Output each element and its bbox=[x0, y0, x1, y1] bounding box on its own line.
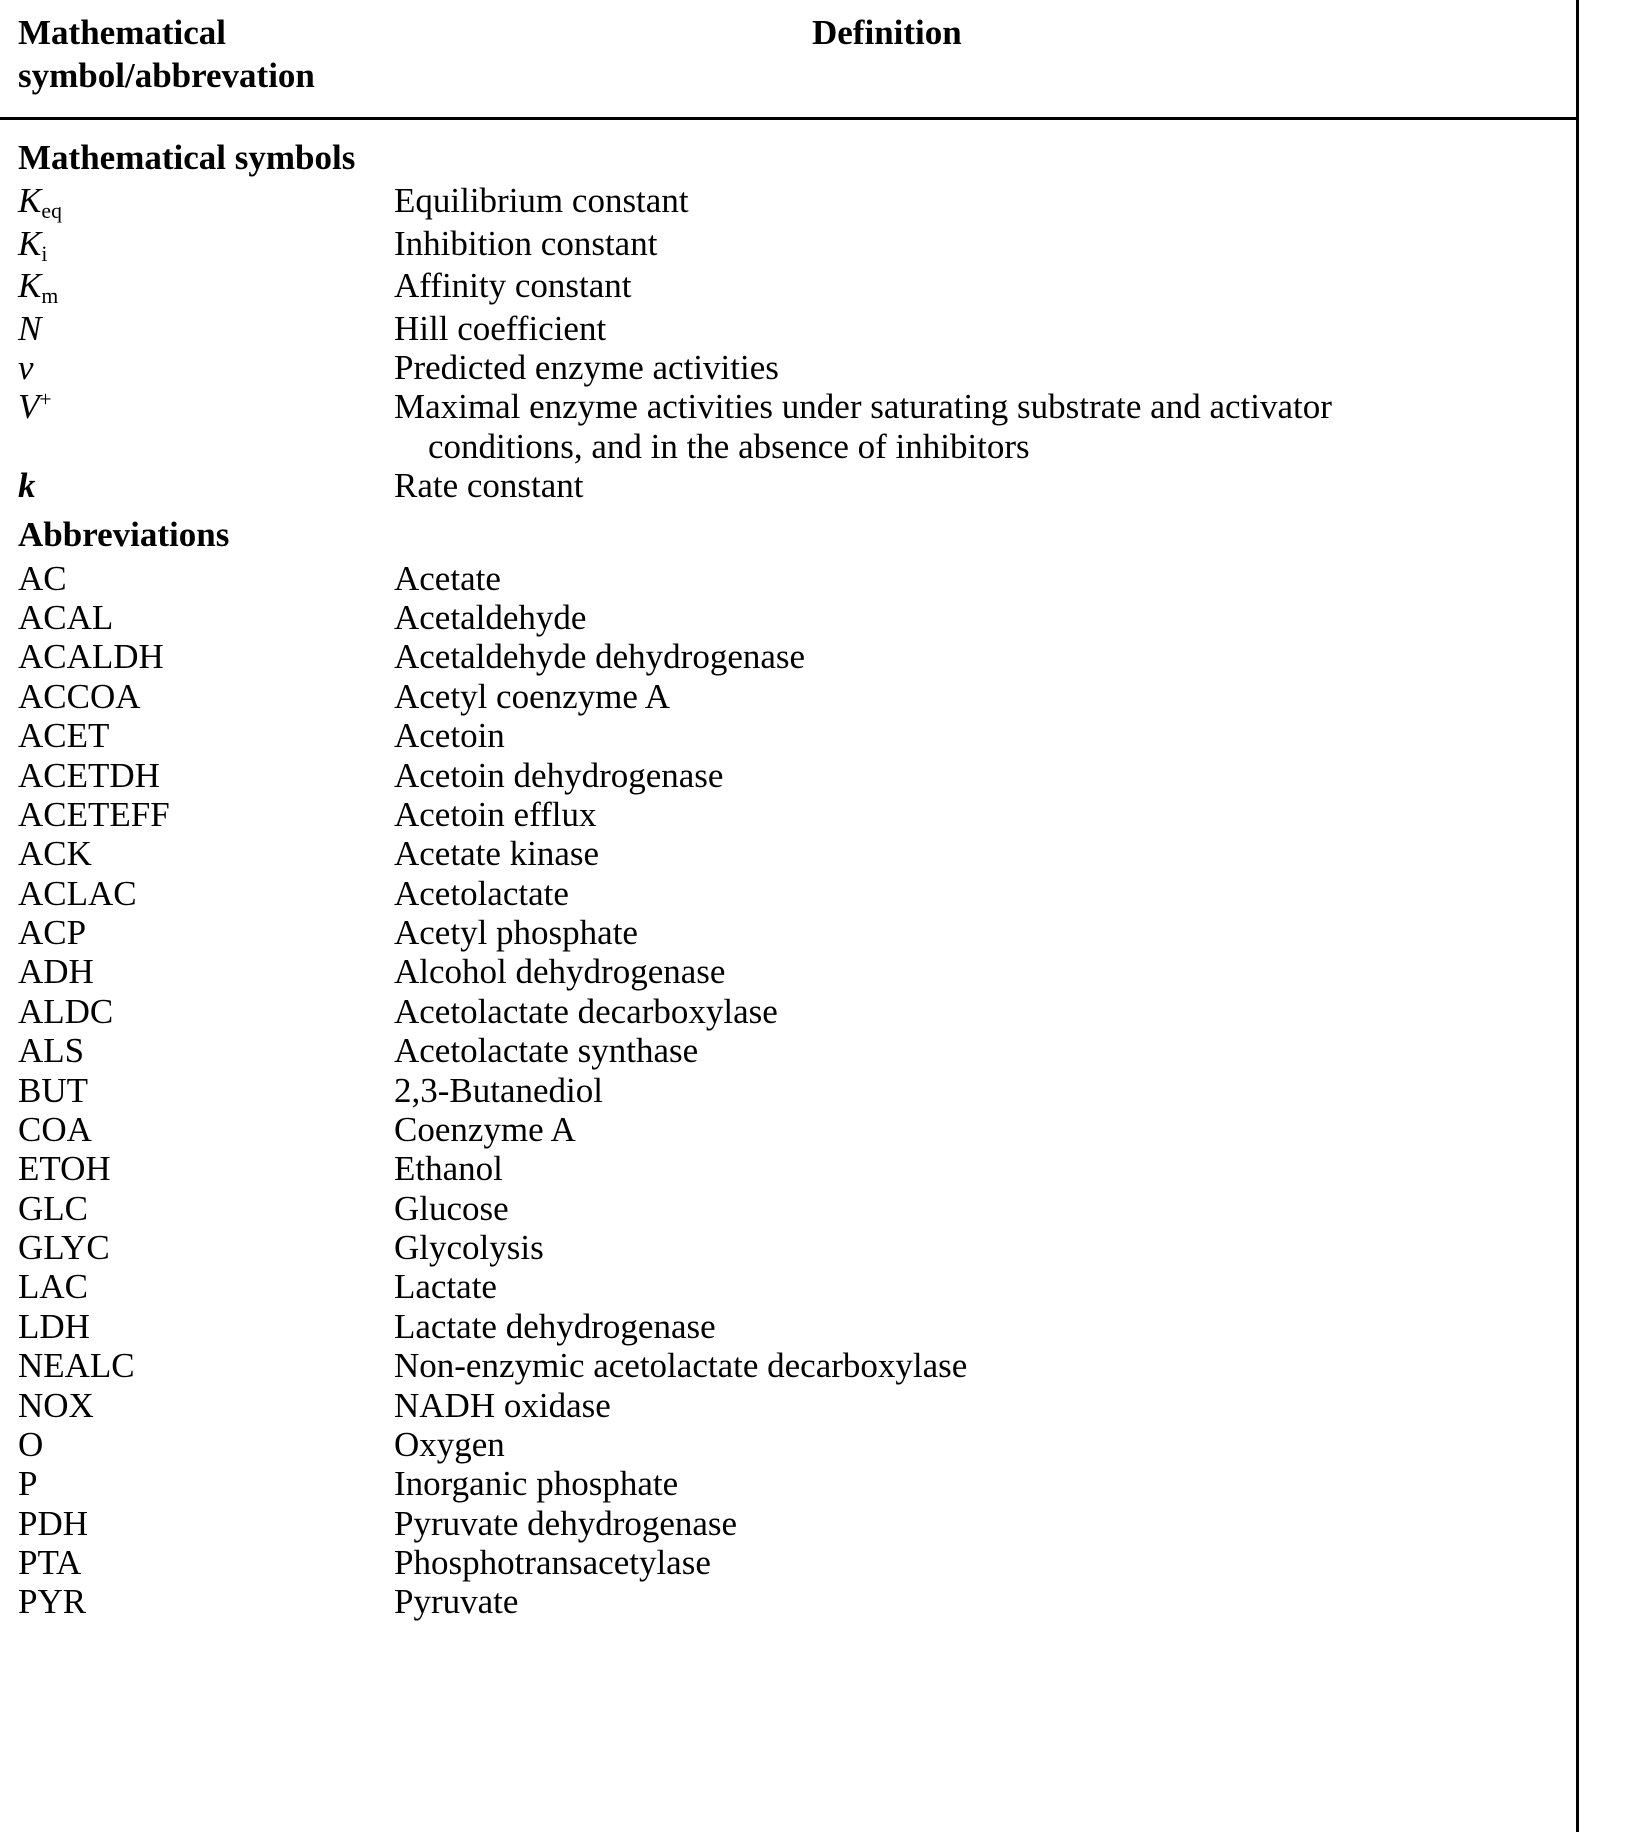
symbol-cell bbox=[0, 224, 394, 266]
symbol-subscript: i bbox=[41, 241, 48, 266]
table-row bbox=[0, 1582, 1639, 1621]
symbol-cell: PTA bbox=[18, 1543, 82, 1583]
definition-text: Rate constant bbox=[394, 466, 584, 506]
table-row bbox=[0, 913, 1639, 952]
symbol-base: K bbox=[18, 181, 42, 221]
definition-cell bbox=[394, 677, 1534, 716]
definition-text: Pyruvate bbox=[394, 1582, 519, 1622]
table-row bbox=[0, 1504, 1639, 1543]
table-body bbox=[0, 120, 1639, 1622]
definition-cell bbox=[394, 1149, 1534, 1188]
definition-text: Coenzyme A bbox=[394, 1109, 576, 1149]
table-row bbox=[0, 309, 1639, 348]
symbol-base: V bbox=[18, 387, 40, 427]
table-row bbox=[0, 637, 1639, 676]
definition-cell bbox=[394, 1504, 1534, 1543]
symbol-cell: ACCOA bbox=[18, 676, 141, 716]
table-row bbox=[0, 874, 1639, 913]
definition-text: Acetoin bbox=[394, 716, 505, 756]
definition-cell bbox=[394, 1543, 1534, 1582]
symbol-cell: NEALC bbox=[18, 1346, 135, 1386]
definition-cell bbox=[394, 1267, 1534, 1306]
definition-cell bbox=[394, 1110, 1534, 1149]
table-row bbox=[0, 1267, 1639, 1306]
definition-text: 2,3-Butanediol bbox=[394, 1070, 603, 1110]
definition-cell bbox=[394, 1189, 1534, 1228]
definition-text: Ethanol bbox=[394, 1149, 503, 1189]
table-row bbox=[0, 677, 1639, 716]
symbol-cell: ACK bbox=[18, 834, 92, 874]
symbol-cell: P bbox=[18, 1464, 38, 1504]
table-row bbox=[0, 466, 1639, 505]
symbol-cell: ACETEFF bbox=[18, 794, 170, 834]
definition-cell bbox=[394, 992, 1534, 1031]
symbol-cell: ACET bbox=[18, 716, 110, 756]
definition-continuation: conditions, and in the absence of inhibitors bbox=[428, 426, 1030, 466]
group-heading: Mathematical symbols bbox=[18, 138, 356, 177]
definition-cell bbox=[394, 1386, 1534, 1425]
definition-cell bbox=[394, 913, 1534, 952]
definition-text: Maximal enzyme activities under saturating substrate and activator bbox=[394, 387, 1332, 427]
symbol-cell: PYR bbox=[18, 1582, 87, 1622]
symbol-cell: ADH bbox=[18, 952, 94, 992]
symbol-cell bbox=[0, 266, 394, 308]
definition-cell bbox=[394, 387, 1534, 466]
definition-text: Phosphotransacetylase bbox=[394, 1543, 711, 1583]
symbol-cell: ALDC bbox=[18, 991, 114, 1031]
definition-cell bbox=[394, 1031, 1534, 1070]
definition-text: Acetyl coenzyme A bbox=[394, 676, 671, 716]
definition-text: Glucose bbox=[394, 1188, 509, 1228]
definition-cell bbox=[394, 1228, 1534, 1267]
definition-cell bbox=[394, 834, 1534, 873]
definition-cell bbox=[394, 1346, 1534, 1385]
symbol-base: K bbox=[18, 266, 42, 306]
symbol-cell: BUT bbox=[18, 1070, 88, 1110]
symbol-cell: ACP bbox=[18, 913, 87, 953]
column-header-symbol-line1: Mathematical bbox=[18, 13, 226, 52]
definition-cell bbox=[394, 874, 1534, 913]
symbol-base: K bbox=[18, 223, 42, 263]
symbol-cell bbox=[0, 387, 394, 426]
table-row bbox=[0, 1149, 1639, 1188]
definition-cell bbox=[394, 559, 1534, 598]
definition-text: Acetyl phosphate bbox=[394, 913, 638, 953]
definition-cell bbox=[394, 466, 1534, 505]
table-row bbox=[0, 1386, 1639, 1425]
definition-text: Acetaldehyde bbox=[394, 598, 587, 638]
symbol-cell: LDH bbox=[18, 1306, 90, 1346]
symbol-cell: GLC bbox=[18, 1188, 88, 1228]
definition-cell bbox=[394, 1307, 1534, 1346]
table-row bbox=[0, 716, 1639, 755]
symbol-cell: ACLAC bbox=[18, 873, 137, 913]
symbol-cell: ACETDH bbox=[18, 755, 160, 795]
table-row bbox=[0, 224, 1639, 266]
symbol-cell bbox=[0, 181, 394, 223]
definition-text: Acetate bbox=[394, 558, 501, 598]
table-row bbox=[0, 834, 1639, 873]
table-row bbox=[0, 387, 1639, 466]
table-row bbox=[0, 1071, 1639, 1110]
table-header bbox=[0, 0, 1639, 120]
table-row bbox=[0, 1346, 1639, 1385]
definition-text: Inorganic phosphate bbox=[394, 1464, 679, 1504]
table-row bbox=[0, 181, 1639, 223]
table-row bbox=[0, 1307, 1639, 1346]
symbol-cell: ALS bbox=[18, 1031, 85, 1071]
table-row bbox=[0, 952, 1639, 991]
symbol-cell: LAC bbox=[18, 1267, 88, 1307]
definition-text: Oxygen bbox=[394, 1424, 505, 1464]
definition-cell bbox=[394, 756, 1534, 795]
definition-cell bbox=[394, 795, 1534, 834]
symbol-cell: ACALDH bbox=[18, 637, 164, 677]
symbol-cell: GLYC bbox=[18, 1228, 110, 1268]
symbol-cell: NOX bbox=[18, 1385, 94, 1425]
definition-text: Acetolactate bbox=[394, 873, 569, 913]
definition-text: Acetoin efflux bbox=[394, 794, 597, 834]
table-row bbox=[0, 1031, 1639, 1070]
column-header-definition: Definition bbox=[812, 13, 962, 52]
symbol-base: k bbox=[18, 466, 36, 506]
definition-text: Non-enzymic acetolactate decarboxylase bbox=[394, 1346, 968, 1386]
definition-text: Lactate dehydrogenase bbox=[394, 1306, 716, 1346]
table-row bbox=[0, 992, 1639, 1031]
symbol-cell: ACAL bbox=[18, 598, 114, 638]
column-header-symbol bbox=[18, 12, 388, 97]
definition-cell bbox=[394, 181, 1534, 220]
table-row bbox=[0, 1110, 1639, 1149]
table-row bbox=[0, 756, 1639, 795]
group-heading: Abbreviations bbox=[18, 515, 230, 555]
definition-text: Lactate bbox=[394, 1267, 497, 1307]
table-row bbox=[0, 598, 1639, 637]
definition-cell bbox=[394, 224, 1534, 263]
definition-cell bbox=[394, 1425, 1534, 1464]
table-row bbox=[0, 795, 1639, 834]
table-row bbox=[0, 1464, 1639, 1503]
symbol-subscript: m bbox=[41, 284, 59, 309]
table-row bbox=[0, 1228, 1639, 1267]
definition-cell bbox=[394, 309, 1534, 348]
table-row bbox=[0, 348, 1639, 387]
definition-cell bbox=[394, 348, 1534, 387]
definition-cell bbox=[394, 266, 1534, 305]
symbol-cell bbox=[0, 348, 394, 387]
column-header-symbol-line2: symbol/abbrevation bbox=[18, 55, 315, 95]
definition-cell bbox=[394, 716, 1534, 755]
definition-text: Acetate kinase bbox=[394, 834, 600, 874]
table-row bbox=[0, 1425, 1639, 1464]
definition-text: Alcohol dehydrogenase bbox=[394, 952, 726, 992]
symbol-cell: PDH bbox=[18, 1503, 89, 1543]
definition-text: Predicted enzyme activities bbox=[394, 347, 779, 387]
symbol-cell bbox=[0, 309, 394, 348]
table-row bbox=[0, 266, 1639, 308]
symbol-cell: COA bbox=[18, 1109, 92, 1149]
symbol-base: ν bbox=[18, 347, 34, 387]
table-row bbox=[0, 559, 1639, 598]
definition-text: Inhibition constant bbox=[394, 223, 658, 263]
definition-text: Acetolactate decarboxylase bbox=[394, 991, 778, 1031]
table-row bbox=[0, 1543, 1639, 1582]
symbol-cell: AC bbox=[18, 558, 67, 598]
definition-text: Acetaldehyde dehydrogenase bbox=[394, 637, 806, 677]
definition-text: NADH oxidase bbox=[394, 1385, 611, 1425]
definition-text: Glycolysis bbox=[394, 1228, 544, 1268]
symbol-superscript: + bbox=[39, 388, 52, 413]
definition-cell bbox=[394, 637, 1534, 676]
definition-text: Acetolactate synthase bbox=[394, 1031, 699, 1071]
definition-text: Equilibrium constant bbox=[394, 181, 689, 221]
definition-cell bbox=[394, 1582, 1534, 1621]
definition-cell bbox=[394, 1071, 1534, 1110]
definition-text: Pyruvate dehydrogenase bbox=[394, 1503, 738, 1543]
definition-text: Hill coefficient bbox=[394, 308, 607, 348]
symbol-cell: O bbox=[18, 1424, 44, 1464]
symbol-cell bbox=[0, 466, 394, 505]
definition-cell bbox=[394, 1464, 1534, 1503]
symbol-cell: ETOH bbox=[18, 1149, 111, 1189]
definition-cell bbox=[394, 952, 1534, 991]
definition-cell bbox=[394, 598, 1534, 637]
definition-text: Acetoin dehydrogenase bbox=[394, 755, 724, 795]
symbol-base: N bbox=[18, 308, 42, 348]
symbol-subscript: eq bbox=[41, 199, 63, 224]
table-row bbox=[0, 1189, 1639, 1228]
definition-text: Affinity constant bbox=[394, 266, 632, 306]
